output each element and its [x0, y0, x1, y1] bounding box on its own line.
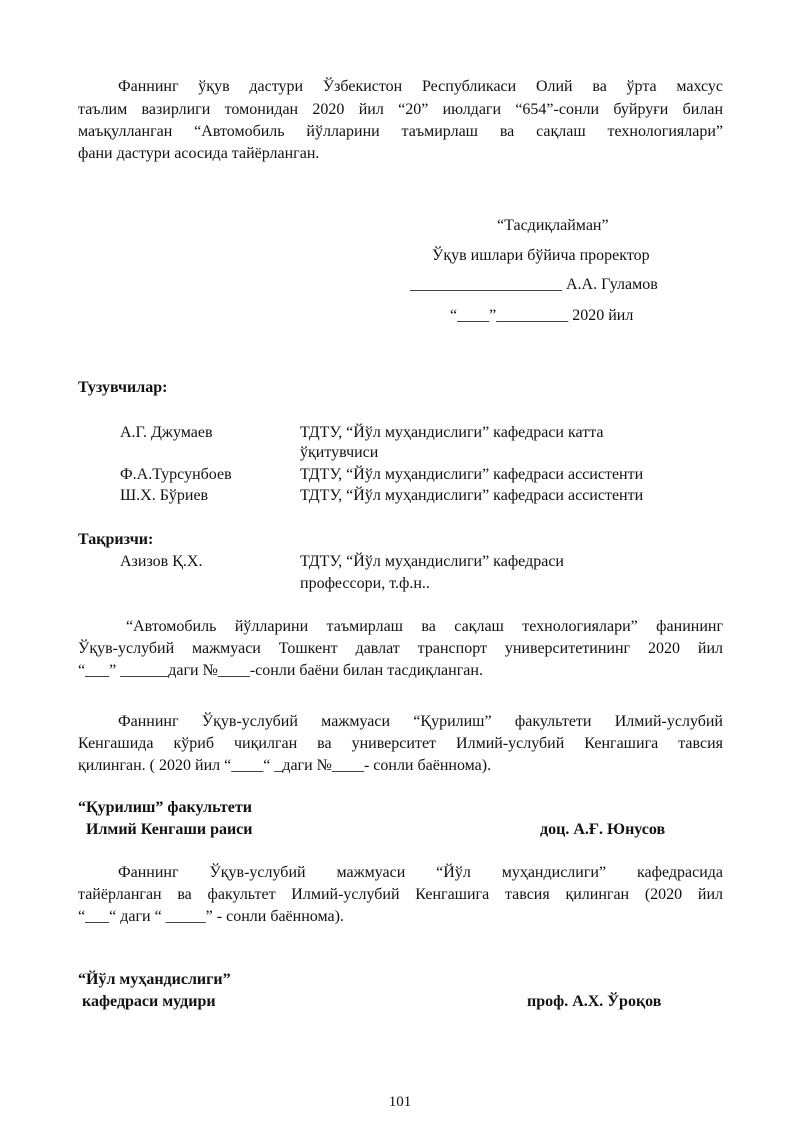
signature-title: Илмий Кенгаши раиси [78, 821, 253, 838]
paragraph-line: “Автомобиль йўлларини таъмирлаш ва сақлаш технологиялари” фанининг [126, 618, 723, 635]
intro-line: таълим вазирлиги томонидан 2020 йил “20” июлдаги “654”-сонли буйруғи билан [78, 101, 723, 118]
approval-signature-line: ___________________ А.А. Гуламов [410, 276, 658, 293]
reviewer-heading: Тақризчи: [78, 531, 154, 548]
reviewer-affiliation: профессори, т.ф.н.. [300, 575, 430, 592]
author-name: Ф.А.Турсунбоев [120, 466, 232, 483]
paragraph-line: Ўқув-услубий мажмуаси Тошкент давлат транспорт университетининг 2020 йил [78, 640, 723, 657]
signature-title: “Қурилиш” факультети [78, 799, 252, 816]
paragraph-line: қилинган. ( 2020 йил “____“ _даги №____- сонли баённома). [78, 757, 492, 774]
signature-person: проф. А.Х. Ўроқов [527, 993, 662, 1010]
paragraph-line: Фаннинг Ўқув-услубий мажмуаси “Йўл муҳандислиги” кафедрасида [118, 864, 723, 881]
paragraph-line: “___“ даги “ _____” - сонли баённома). [78, 908, 344, 925]
author-affiliation: ўқитувчиси [300, 444, 379, 461]
page-number: 101 [388, 1094, 412, 1110]
author-affiliation: ТДТУ, “Йўл муҳандислиги” кафедраси катта [300, 424, 604, 441]
paragraph-line: Кенгашида кўриб чиқилган ва университет Илмий-услубий Кенгашига тавсия [78, 735, 723, 752]
intro-line: Фаннинг ўқув дастури Ўзбекистон Республикаси Олий ва ўрта махсус [118, 78, 723, 95]
approval-position: Ўқув ишлари бўйича проректор [432, 247, 650, 264]
intro-line: маъқулланган “Автомобиль йўлларини таъмирлаш ва сақлаш технологиялари” [78, 123, 723, 140]
reviewer-affiliation: ТДТУ, “Йўл муҳандислиги” кафедраси [300, 553, 564, 570]
author-name: Ш.Х. Бўриев [120, 487, 209, 504]
approval-title: “Тасдиқлайман” [497, 217, 609, 234]
reviewer-name: Азизов Қ.Х. [120, 553, 203, 570]
authors-heading: Тузувчилар: [78, 379, 168, 396]
intro-line: фани дастури асосида тайёрланган. [78, 145, 320, 162]
author-affiliation: ТДТУ, “Йўл муҳандислиги” кафедраси ассистенти [300, 466, 644, 483]
paragraph-line: Фаннинг Ўқув-услубий мажмуаси “Қурилиш” факультети Илмий-услубий [118, 713, 723, 730]
paragraph-line: тайёрланган ва факультет Илмий-услубий Кенгашига тавсия қилинган (2020 йил [78, 886, 723, 903]
approval-date: “____”_________ 2020 йил [450, 307, 634, 324]
author-affiliation: ТДТУ, “Йўл муҳандислиги” кафедраси ассистенти [300, 487, 644, 504]
signature-title: кафедраси мудири [78, 993, 216, 1010]
signature-person: доц. А.Ғ. Юнусов [540, 821, 666, 838]
signature-title: “Йўл муҳандислиги” [78, 971, 231, 988]
paragraph-line: “___” ______даги №____-сонли баёни билан тасдиқланган. [78, 662, 483, 679]
author-name: А.Г. Джумаев [120, 424, 213, 441]
